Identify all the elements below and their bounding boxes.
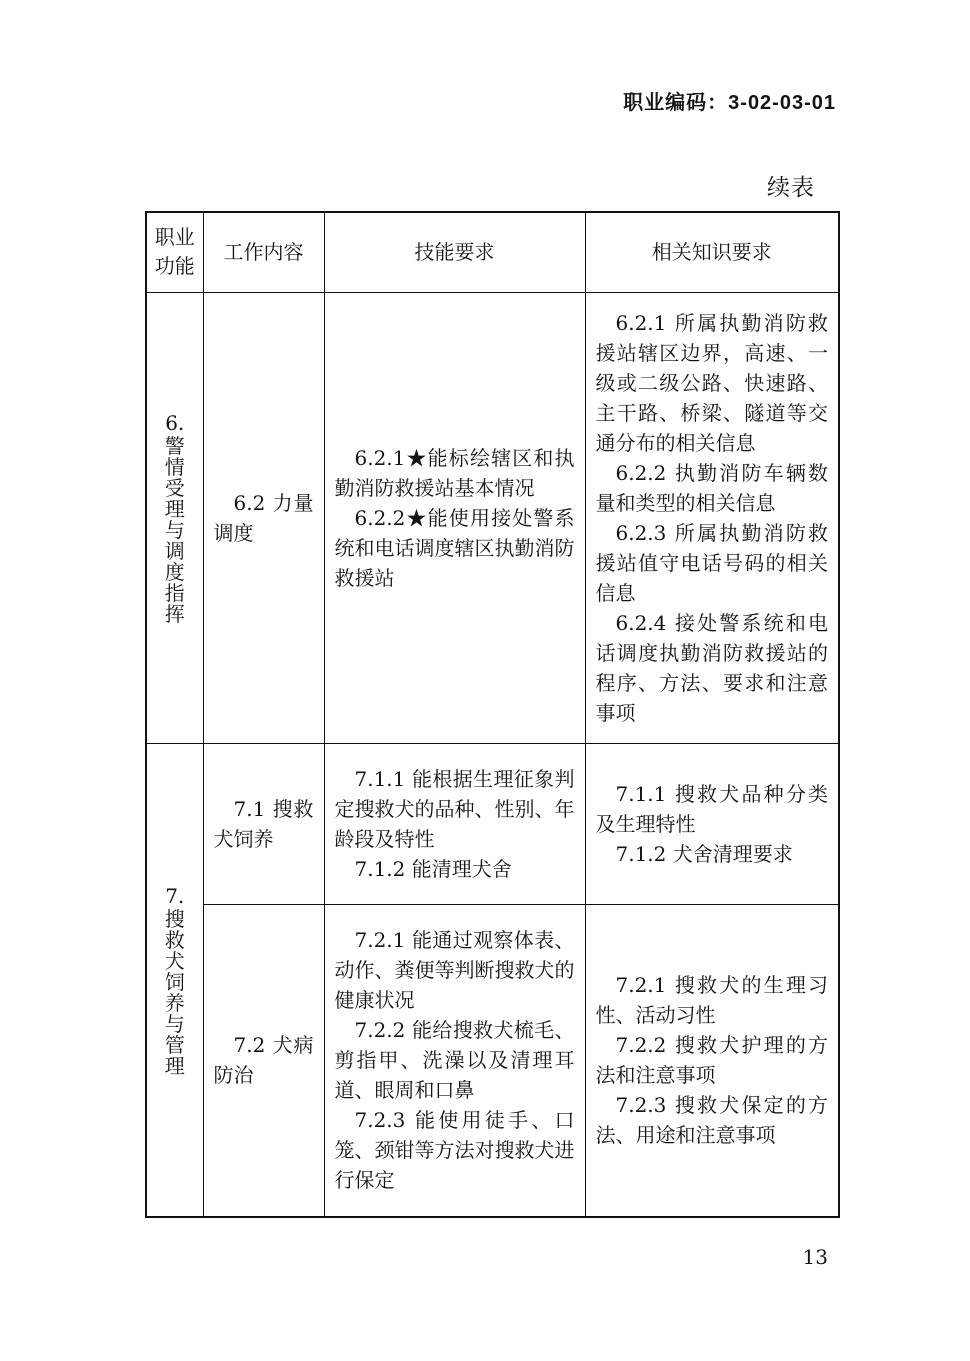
- knowledge-cell: [585, 292, 839, 743]
- column-header-knowledge: 相关知识要求: [585, 212, 839, 292]
- section-title: 警情受理与调度指挥: [164, 434, 185, 626]
- skill-item: 7.2.1 能通过观察体表、动作、粪便等判断搜救犬的健康状况: [334, 928, 575, 1013]
- work-content: 7.2 犬病防治: [213, 1033, 314, 1088]
- table-row: [146, 743, 839, 904]
- knowledge-item: 7.2.3 搜救犬保定的方法、用途和注意事项: [595, 1093, 828, 1148]
- work-content: 6.2 力量调度: [213, 490, 314, 545]
- work-content-cell: [203, 743, 324, 904]
- section-cell: [146, 292, 203, 743]
- skill-item: 7.1.1 能根据生理征象判定搜救犬的品种、性别、年龄段及特性: [334, 766, 575, 851]
- work-content-cell: [203, 292, 324, 743]
- skill-item: 7.2.3 能使用徒手、口笼、颈钳等方法对搜救犬进行保定: [334, 1108, 575, 1193]
- section-title: 搜救犬饲养与管理: [164, 906, 185, 1078]
- continued-label: 续表: [767, 175, 815, 201]
- skills-cell: [324, 292, 585, 743]
- page-number: 13: [802, 1245, 828, 1269]
- knowledge-item: 6.2.2 执勤消防车辆数量和类型的相关信息: [595, 460, 828, 515]
- knowledge-item: 7.1.1 搜救犬品种分类及生理特性: [595, 781, 828, 836]
- table-row: [146, 904, 839, 1217]
- occupation-code: 职业编码：3-02-03-01: [623, 92, 836, 114]
- knowledge-cell: [585, 743, 839, 904]
- table-header-row: [146, 212, 839, 292]
- skill-item: 7.1.2 能清理犬舍: [354, 856, 512, 881]
- knowledge-item: 6.2.4 接处警系统和电话调度执勤消防救援站的程序、方法、要求和注意事项: [595, 610, 828, 725]
- column-header-work-content: 工作内容: [203, 212, 324, 292]
- knowledge-item: 7.1.2 犬舍清理要求: [615, 841, 793, 866]
- knowledge-item: 6.2.1 所属执勤消防救援站辖区边界，高速、一级或二级公路、快速路、主干路、桥梁、隧道等交通分布的相关信息: [595, 310, 828, 455]
- section-cell: [146, 743, 203, 1217]
- knowledge-item: 7.2.2 搜救犬护理的方法和注意事项: [595, 1033, 828, 1088]
- work-content-cell: [203, 904, 324, 1217]
- skill-item: 7.2.2 能给搜救犬梳毛、剪指甲、洗澡以及清理耳道、眼周和口鼻: [334, 1018, 575, 1103]
- section-number: 6.: [165, 411, 185, 435]
- table-row: [146, 292, 839, 743]
- skills-cell: [324, 904, 585, 1217]
- skill-item: 6.2.1★能标绘辖区和执勤消防救援站基本情况: [334, 445, 575, 500]
- section-number: 7.: [165, 883, 185, 908]
- column-header-skills: 技能要求: [324, 212, 585, 292]
- skill-item: 6.2.2★能使用接处警系统和电话调度辖区执勤消防救援站: [334, 505, 575, 590]
- knowledge-item: 7.2.1 搜救犬的生理习性、活动习性: [595, 973, 828, 1028]
- column-header-function: 职业功能: [146, 212, 203, 292]
- work-content: 7.1 搜救犬饲养: [213, 796, 314, 851]
- knowledge-item: 6.2.3 所属执勤消防救援站值守电话号码的相关信息: [595, 520, 828, 605]
- occupation-standard-table: [145, 211, 840, 1218]
- skills-cell: [324, 743, 585, 904]
- knowledge-cell: [585, 904, 839, 1217]
